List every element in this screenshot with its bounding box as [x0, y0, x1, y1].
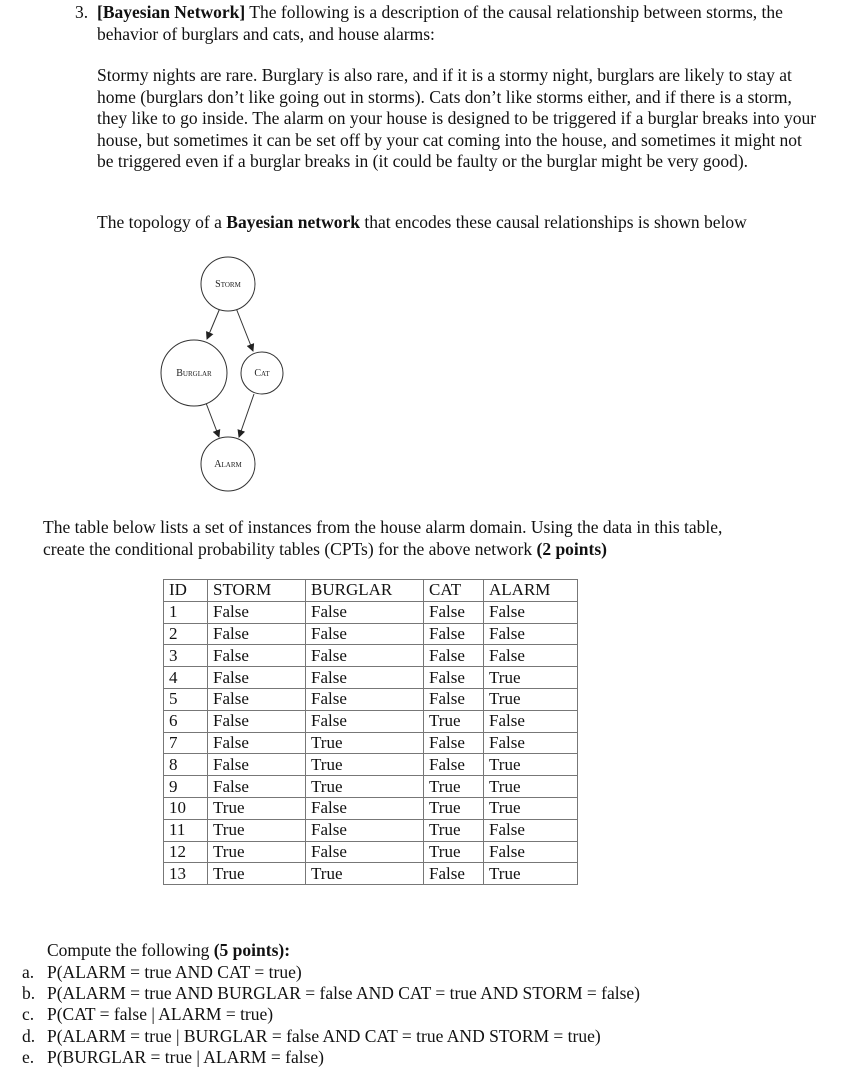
item-text: P(CAT = false | ALARM = true) — [47, 1004, 274, 1025]
item-text: P(ALARM = true | BURGLAR = false AND CAT = true AND STORM = true) — [47, 1025, 601, 1046]
table-cell: False — [306, 841, 424, 863]
scenario-description: Stormy nights are rare. Burglary is also rare, and if it is a stormy night, burglars are likely to stay at home (burglars don’t like going out in storms). Cats don’t like storms either, and if there is a storm, they like to go inside. The alarm on your house is designed to be triggered if a burglar breaks into your house, but sometimes it can be set off by your cat coming into the house, and sometimes it might not be triggered even if a burglar breaks in (it could be faulty or the burglar might be very good). — [97, 65, 817, 171]
table-cell: True — [484, 797, 578, 819]
item-text: P(ALARM = true AND CAT = true) — [47, 962, 302, 982]
table-cell: True — [424, 776, 484, 798]
table-row — [164, 732, 578, 754]
column-header: CAT — [424, 580, 484, 602]
table-row — [164, 710, 578, 732]
table-row — [164, 601, 578, 623]
table-cell: False — [424, 732, 484, 754]
table-cell: False — [208, 667, 306, 689]
table-cell: 8 — [164, 754, 208, 776]
compute-item — [22, 983, 640, 1005]
table-cell: False — [306, 623, 424, 645]
edge-cat-alarm — [239, 394, 254, 437]
edge-storm-burglar — [207, 308, 220, 339]
table-cell: True — [484, 667, 578, 689]
table-row — [164, 863, 578, 885]
question-intro — [97, 2, 817, 45]
table-cell: True — [208, 841, 306, 863]
compute-item — [22, 1047, 324, 1069]
table-intro-text: The table below lists a set of instances from the house alarm domain. Using the data in this table, create the conditional probability tables (CPTs) for the above network — [43, 517, 723, 559]
table-cell: True — [208, 819, 306, 841]
table-intro-points: (2 points) — [536, 538, 607, 559]
table-cell: True — [484, 754, 578, 776]
node-cat-label: Cat — [254, 368, 270, 379]
table-cell: 6 — [164, 710, 208, 732]
table-cell: 11 — [164, 819, 208, 841]
table-header-row — [164, 580, 578, 602]
table-cell: False — [424, 601, 484, 623]
table-cell: 2 — [164, 623, 208, 645]
table-cell: False — [306, 819, 424, 841]
table-cell: 5 — [164, 688, 208, 710]
edge-storm-cat — [236, 308, 253, 351]
table-cell: 3 — [164, 645, 208, 667]
node-storm-label: Storm — [215, 279, 241, 290]
table-cell: False — [306, 645, 424, 667]
bayesian-network-diagram — [150, 250, 300, 500]
table-cell: 4 — [164, 667, 208, 689]
table-cell: False — [306, 601, 424, 623]
column-header: ALARM — [484, 580, 578, 602]
compute-item — [22, 962, 302, 984]
table-cell: False — [306, 710, 424, 732]
compute-heading — [47, 940, 290, 962]
table-cell: False — [306, 797, 424, 819]
question-title: [Bayesian Network] — [97, 2, 246, 22]
table-cell: False — [208, 754, 306, 776]
table-cell: False — [424, 645, 484, 667]
table-cell: False — [484, 841, 578, 863]
table-cell: False — [208, 645, 306, 667]
table-row — [164, 688, 578, 710]
table-cell: True — [424, 841, 484, 863]
edge-burglar-alarm — [206, 403, 219, 437]
topology-text — [97, 212, 777, 234]
table-row — [164, 667, 578, 689]
item-text: P(BURGLAR = true | ALARM = false) — [47, 1046, 324, 1067]
table-cell: False — [208, 776, 306, 798]
question-number: 3. — [75, 2, 89, 22]
table-cell: False — [208, 623, 306, 645]
table-cell: True — [424, 819, 484, 841]
table-cell: False — [484, 623, 578, 645]
table-cell: True — [484, 776, 578, 798]
compute-item — [22, 1004, 273, 1026]
table-cell: False — [424, 688, 484, 710]
table-cell: False — [306, 688, 424, 710]
item-label: e. — [22, 1046, 35, 1067]
item-label: d. — [22, 1025, 36, 1046]
table-cell: False — [484, 601, 578, 623]
table-row — [164, 623, 578, 645]
table-cell: False — [484, 732, 578, 754]
topology-post: that encodes these causal relationships is shown below — [359, 212, 747, 232]
node-burglar-label: Burglar — [176, 368, 212, 379]
compute-heading-text: Compute the following — [47, 940, 214, 960]
table-cell: False — [208, 732, 306, 754]
table-row — [164, 819, 578, 841]
table-cell: 12 — [164, 841, 208, 863]
node-alarm-label: Alarm — [214, 459, 242, 470]
table-row — [164, 797, 578, 819]
table-cell: False — [484, 710, 578, 732]
topology-bold: Bayesian network — [226, 212, 360, 232]
topology-pre: The topology of a — [97, 212, 227, 232]
table-row — [164, 841, 578, 863]
item-text: P(ALARM = true AND BURGLAR = false AND CAT = true AND STORM = false) — [47, 983, 640, 1004]
table-cell: False — [306, 667, 424, 689]
table-cell: False — [208, 710, 306, 732]
table-cell: False — [484, 819, 578, 841]
item-label: a. — [22, 962, 35, 982]
table-cell: False — [424, 754, 484, 776]
table-cell: False — [424, 667, 484, 689]
table-cell: False — [424, 623, 484, 645]
table-cell: True — [484, 688, 578, 710]
table-cell: True — [208, 797, 306, 819]
table-row — [164, 776, 578, 798]
table-cell: True — [306, 754, 424, 776]
table-cell: True — [208, 863, 306, 885]
table-cell: 10 — [164, 797, 208, 819]
table-row — [164, 754, 578, 776]
table-cell: False — [208, 688, 306, 710]
compute-points: (5 points): — [213, 940, 291, 960]
table-cell: False — [208, 601, 306, 623]
table-cell: False — [484, 645, 578, 667]
instances-table — [163, 579, 578, 885]
item-label: c. — [22, 1004, 35, 1025]
table-cell: 9 — [164, 776, 208, 798]
column-header: STORM — [208, 580, 306, 602]
intro-text: The following is a description of the causal relationship between storms, the behavior of burglars and cats, and house alarms: — [97, 2, 783, 44]
table-intro — [43, 517, 763, 560]
table-cell: 13 — [164, 863, 208, 885]
table-cell: 7 — [164, 732, 208, 754]
table-cell: True — [484, 863, 578, 885]
table-cell: False — [424, 863, 484, 885]
table-cell: 1 — [164, 601, 208, 623]
table-cell: True — [306, 776, 424, 798]
table-cell: True — [424, 710, 484, 732]
column-header: ID — [164, 580, 208, 602]
table-cell: True — [424, 797, 484, 819]
item-label: b. — [22, 983, 36, 1004]
compute-item — [22, 1026, 601, 1048]
column-header: BURGLAR — [306, 580, 424, 602]
table-cell: True — [306, 732, 424, 754]
table-row — [164, 645, 578, 667]
table-cell: True — [306, 863, 424, 885]
